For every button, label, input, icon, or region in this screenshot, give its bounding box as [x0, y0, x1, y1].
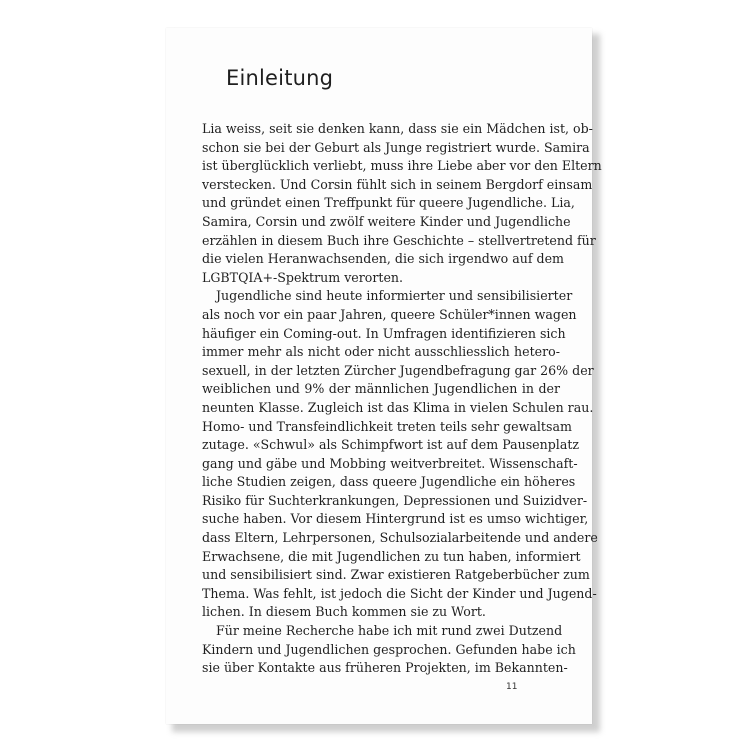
- text-line: Risiko für Suchterkrankungen, Depressionen und Suizidver-: [202, 492, 588, 508]
- text-line: suche haben. Vor diesem Hintergrund ist es umso wichtiger,: [202, 511, 589, 527]
- chapter-heading: Einleitung: [226, 66, 334, 90]
- text-line: ist überglücklich verliebt, muss ihre Liebe aber vor den Eltern: [202, 158, 602, 174]
- text-line: Für meine Recherche habe ich mit rund zwei Dutzend: [216, 623, 563, 639]
- text-line: Lia weiss, seit sie denken kann, dass sie ein Mädchen ist, ob-: [202, 121, 593, 136]
- text-line: erzählen in diesem Buch ihre Geschichte – stellvertretend für: [202, 232, 596, 248]
- text-line: weiblichen und 9% der männlichen Jugendlichen in der: [202, 381, 560, 397]
- paragraph-3: [202, 622, 576, 678]
- text-line: liche Studien zeigen, dass queere Jugendliche ein höheres: [202, 474, 576, 490]
- text-line: sie über Kontakte aus früheren Projekten, im Bekannten-: [202, 660, 568, 676]
- paragraph-2: [202, 287, 598, 622]
- page-number: 11: [506, 682, 518, 692]
- text-line: verstecken. Und Corsin fühlt sich in seinem Bergdorf einsam: [202, 176, 593, 192]
- text-line: Erwachsene, die mit Jugendlichen zu tun haben, informiert: [202, 548, 581, 564]
- text-line: lichen. In diesem Buch kommen sie zu Wort.: [202, 604, 486, 620]
- text-line: und gründet einen Treffpunkt für queere Jugendliche. Lia,: [202, 195, 575, 211]
- text-line: häufiger ein Coming-out. In Umfragen identifizieren sich: [202, 325, 566, 341]
- text-line: Thema. Was fehlt, ist jedoch die Sicht der Kinder und Jugend-: [202, 585, 597, 601]
- paragraph-1: [202, 120, 602, 287]
- text-line: Kindern und Jugendlichen gesprochen. Gefunden habe ich: [202, 641, 576, 657]
- text-line: Homo- und Transfeindlichkeit treten teils sehr gewaltsam: [202, 418, 572, 434]
- text-line: gang und gäbe und Mobbing weitverbreitet. Wissenschaft-: [202, 455, 578, 471]
- text-line: die vielen Heranwachsenden, die sich irgendwo auf dem: [202, 251, 564, 267]
- text-line: Jugendliche sind heute informierter und sensibilisierter: [216, 288, 573, 304]
- body-text: [202, 120, 602, 678]
- text-line: zutage. «Schwul» als Schimpfwort ist auf dem Pausenplatz: [202, 437, 580, 453]
- text-line: neunten Klasse. Zugleich ist das Klima in vielen Schulen rau.: [202, 399, 594, 415]
- text-line: Samira, Corsin und zwölf weitere Kinder und Jugendliche: [202, 213, 571, 229]
- text-line: als noch vor ein paar Jahren, queere Schüler*innen wagen: [202, 306, 577, 322]
- text-line: und sensibilisiert sind. Zwar existieren Ratgeberbücher zum: [202, 567, 590, 583]
- text-line: schon sie bei der Geburt als Junge registriert wurde. Samira: [202, 139, 590, 155]
- text-line: immer mehr als nicht oder nicht ausschliesslich hetero-: [202, 344, 560, 360]
- book-page: [166, 28, 602, 724]
- text-line: dass Eltern, Lehrpersonen, Schulsozialarbeitende und andere: [202, 530, 598, 546]
- text-line: LGBTQIA+-Spektrum verorten.: [202, 269, 404, 285]
- text-line: sexuell, in der letzten Zürcher Jugendbefragung gar 26% der: [202, 362, 594, 378]
